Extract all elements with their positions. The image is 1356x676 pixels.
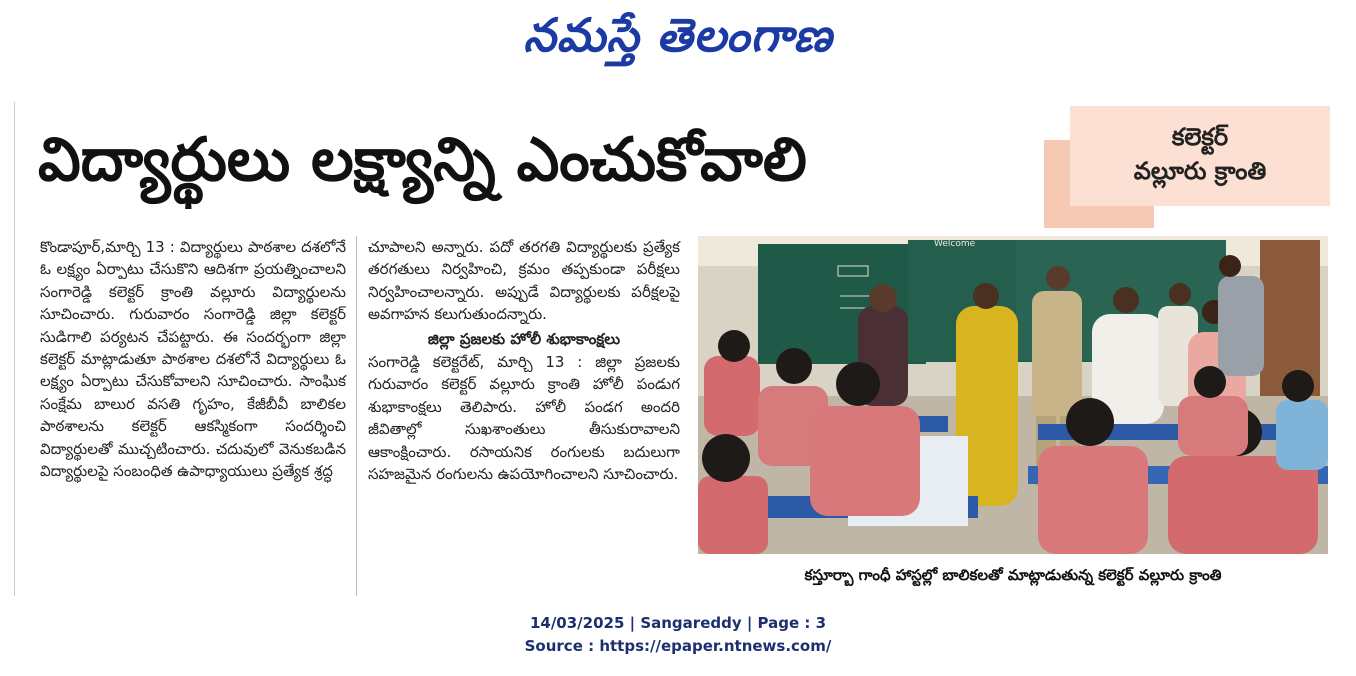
article-column-2: [368, 236, 680, 485]
kicker-box: [1070, 106, 1330, 206]
article-body-paragraph: సంగారెడ్డి కలెక్టరేట్, మార్చి 13 : జిల్లా ప్రజలకు గురువారం కలెక్టర్ వల్లూరు క్రాంతి హోలీ పండుగ శుభాకాంక్షలు తెలిపారు. హోలీ పండగ అందరి జీవితాల్లో సుఖశాంతులు తీసుకురావాలని ఆకాంక్షించారు. రసాయనిక రంగులకు బదులుగా సహజమైన రంగులను ఉపయోగించాలని సూచించారు.: [368, 353, 680, 484]
article-subheading: జిల్లా ప్రజలకు హోలీ శుభాకాంక్షలు: [427, 329, 621, 348]
article-headline: విద్యార్థులు లక్ష్యాన్ని ఎంచుకోవాలి: [38, 125, 807, 195]
kicker-line-2: వల్లూరు క్రాంతి: [1133, 157, 1267, 185]
article-column-1: [40, 236, 346, 482]
footer-date-page: 14/03/2025 | Sangareddy | Page : 3: [529, 614, 827, 632]
blackboard-text: Welcome: [934, 239, 976, 249]
clipping-border: [14, 102, 15, 596]
article-body-paragraph: కొండాపూర్,మార్చి 13 : విద్యార్థులు పాఠశాల దశలోనే ఓ లక్ష్యం ఏర్పాటు చేసుకొని ఆదిశగా ప్రయత్నించాలని సంగారెడ్డి కలెక్టర్ క్రాంతి వల్లూరు విద్యార్థులను సూచించారు. గురువారం సంగారెడ్డి జిల్లా కలెక్టర్ సుడిగాలి పర్యటన చేపట్టారు. ఈ సందర్భంగా జిల్లా కలెక్టర్ మాట్లాడుతూ పాఠశాల దశలోనే విద్యార్థులు ఓ లక్ష్యం ఏర్పాటు చేసుకోవాలని సూచించారు. సాంఘిక సంక్షేమ బాలుర వసతి గృహం, కేజీబీవీ బాలికల పాఠశాలను కలెక్టర్ ఆకస్మికంగా సందర్శించి విద్యార్థులతో ముచ్చటించారు. చదువులో వెనుకబడిన విద్యార్థులపై సంబంధిత ఉపాధ్యాయులు ప్రత్యేక శ్రద్ధ: [40, 238, 346, 481]
classroom-photo-illustration: [698, 236, 1328, 554]
column-divider: [356, 236, 357, 596]
masthead-title: నమస్తే తెలంగాణ: [523, 8, 833, 62]
article-body-paragraph: చూపాలని అన్నారు. పదో తరగతి విద్యార్థులకు ప్రత్యేక తరగతులు నిర్వహించి, క్రమం తప్పకుండా పరీక్షలు నిర్వహించాలన్నారు. అప్పుడే విద్యార్థులకు పరీక్షలపై అవగాహన కలుగుతుందన్నారు.: [368, 238, 680, 324]
news-clipping: [14, 102, 1342, 596]
newspaper-masthead: [0, 8, 1356, 74]
classroom-photo: [698, 236, 1328, 554]
footer-source: Source : https://epaper.ntnews.com/: [524, 637, 832, 655]
photo-caption: కస్తూర్బా గాంధీ హాస్టల్లో బాలికలతో మాట్లాడుతున్న కలెక్టర్ వల్లూరు క్రాంతి: [804, 566, 1222, 584]
kicker-line-1: కలెక్టర్: [1171, 123, 1229, 151]
